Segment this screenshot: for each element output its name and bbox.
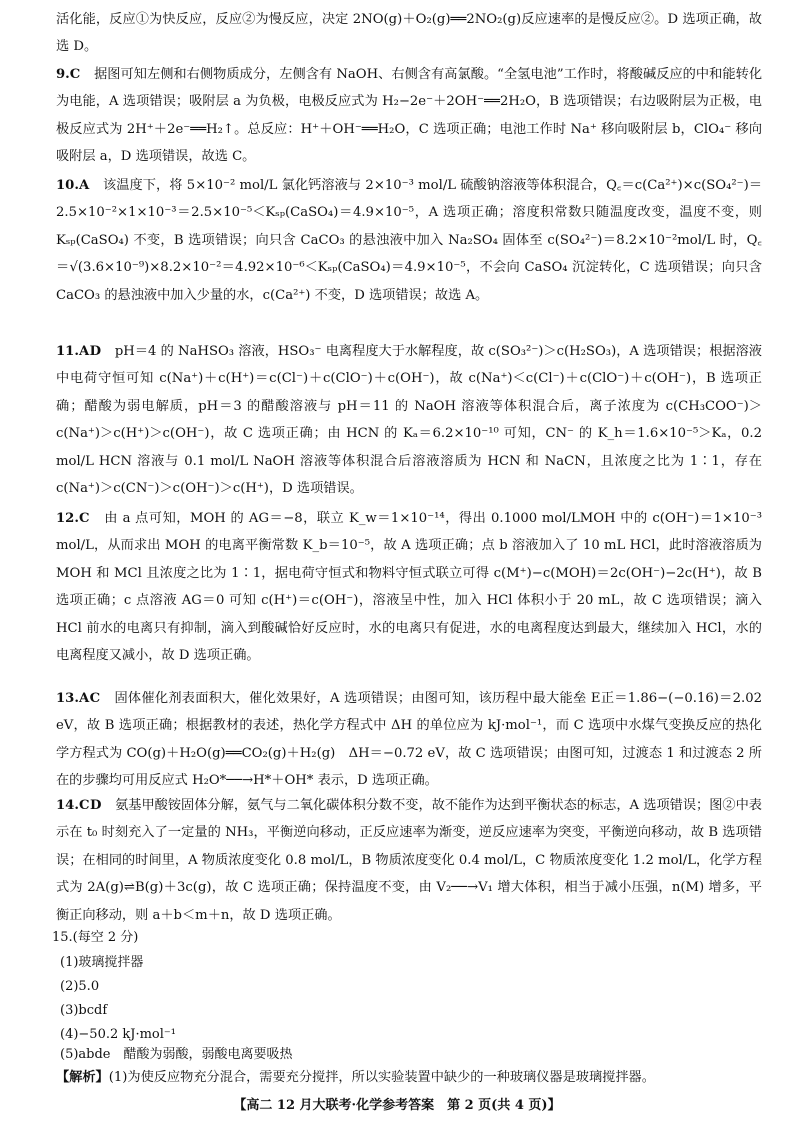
item-text: 固体催化剂表面积大，催化效果好，A 选项错误；由图可知，该历程中最大能垒 E正＝1.86−(−0.16)＝2.02 eV，故 B 选项正确；根据教材的表述，热化学方程式中 ΔH 的单位应为 kJ·mol⁻¹，而 C 选项中水煤气变换反应的热化学方程式为 CO(g)＋H₂O(g)══CO₂(g)＋H₂(g) ΔH＝−0.72 eV，故 C 选项错误；由图可知，过渡态 1 和过渡态 2 所在的步骤均可用反应式 H₂O*──→H*＋OH* 表示，D 选项正确。 <box>56 691 763 789</box>
item-text: 该温度下，将 5×10⁻² mol/L 氯化钙溶液与 2×10⁻³ mol/L 硫酸钠溶液等体积混合，Q꜀＝c(Ca²⁺)×c(SO₄²⁻)＝2.5×10⁻²×1×10⁻³＝2.5×10⁻⁵＜Kₛₚ(CaSO₄)＝4.9×10⁻⁵，A 选项正确；溶度积常数只随温度改变，温度不变，则 Kₛₚ(CaSO₄) 不变，B 选项错误；向只含 CaCO₃ 的悬浊液中加入 Na₂SO₄ 固体至 c(SO₄²⁻)＝8.2×10⁻²mol/L 时，Q꜀＝√(3.6×10⁻⁹)×8.2×10⁻²＝4.92×10⁻⁶＜Kₛₚ(CaSO₄)＝4.9×10⁻⁵，不会向 CaSO₄ 沉淀转化，C 选项错误；向只含 CaCO₃ 的悬浊液中加入少量的水，c(Ca²⁺) 不变，D 选项错误；故选 A。 <box>56 178 763 303</box>
item-text: 据图可知左侧和右侧物质成分，左侧含有 NaOH、右侧含有高氯酸。“全氢电池”工作时，将酸碱反应的中和能转化为电能，A 选项错误；吸附层 a 为负极，电极反应式为 H₂−2e⁻＋2OH⁻══2H₂O，B 选项错误；右边吸附层为正极，电极反应式为 2H⁺＋2e⁻══H₂↑。总反应：H⁺＋OH⁻══H₂O，C 选项正确；电池工作时 Na⁺ 移向吸附层 b，ClO₄⁻ 移向吸附层 a，D 选项错误，故选 C。 <box>56 67 763 165</box>
item-13 <box>56 685 762 795</box>
q15-answer-2: (2)5.0 <box>60 979 100 994</box>
item-number: 13. <box>56 691 79 706</box>
intro-text: 活化能，反应①为快反应，反应②为慢反应，决定 2NO(g)＋O₂(g)══2NO₂(g)反应速率的是慢反应②。D 选项正确，故选 D。 <box>56 12 762 55</box>
item-10 <box>56 172 762 309</box>
item-number: 10. <box>56 178 79 193</box>
item-11 <box>56 338 762 502</box>
item-answer: AD <box>78 344 102 359</box>
item-number: 12. <box>56 511 79 526</box>
q15-answer-5: (5)abde 醋酸为弱酸，弱酸电离要吸热 <box>60 1047 293 1062</box>
analysis-text: (1)为使反应物充分混合，需要充分搅拌，所以实验装置中缺少的一种玻璃仪器是玻璃搅拌器。 <box>108 1070 655 1085</box>
item-12 <box>56 505 762 669</box>
item-answer: CD <box>78 798 102 813</box>
item-number: 14. <box>56 798 79 813</box>
q15-answer-3: (3)bcdf <box>60 1003 108 1018</box>
item-answer: AC <box>78 691 101 706</box>
item-answer: C <box>78 511 90 526</box>
q15-analysis <box>56 1066 772 1090</box>
intro-paragraph <box>56 6 762 61</box>
q15-answer-1: (1)玻璃搅拌器 <box>60 955 144 970</box>
item-text: pH＝4 的 NaHSO₃ 溶液，HSO₃⁻ 电离程度大于水解程度，故 c(SO₃²⁻)＞c(H₂SO₃)，A 选项错误；根据溶液中电荷守恒可知 c(Na⁺)＋c(H⁺)＝c(Cl⁻)＋c(ClO⁻)＋c(OH⁻)，故 c(Na⁺)＜c(Cl⁻)＋c(ClO⁻)＋c(OH⁻)，B 选项正确；醋酸为弱电解质，pH＝3 的醋酸溶液与 pH＝11 的 NaOH 溶液等体积混合后，离子浓度为 c(CH₃COO⁻)＞c(Na⁺)＞c(H⁺)＞c(OH⁻)，故 C 选项正确；由 HCN 的 Kₐ＝6.2×10⁻¹⁰ 可知，CN⁻ 的 K_h＝1.6×10⁻⁵＞Kₐ，0.2 mol/L HCN 溶液与 0.1 mol/L NaOH 溶液等体积混合后溶液溶质为 HCN 和 NaCN，且浓度之比为 1∶1，存在 c(Na⁺)＞c(CN⁻)＞c(OH⁻)＞c(H⁺)，D 选项错误。 <box>56 344 762 497</box>
item-14 <box>56 792 762 929</box>
item-number: 11. <box>56 344 79 359</box>
q15-heading: 15.(每空 2 分) <box>52 930 139 945</box>
item-number: 9. <box>56 67 70 82</box>
item-text: 由 a 点可知，MOH 的 AG＝−8，联立 K_w＝1×10⁻¹⁴，得出 0.1000 mol/LMOH 中的 c(OH⁻)＝1×10⁻³ mol/L，从而求出 MOH 的电离平衡常数 K_b＝10⁻⁵，故 A 选项正确；点 b 溶液加入了 10 mL HCl，此时溶液溶质为 MOH 和 MCl 且浓度之比为 1∶1，据电荷守恒式和物料守恒式联立可得 c(M⁺)−c(MOH)＝2c(OH⁻)−2c(H⁺)，故 B 选项正确；c 点溶液 AG＝0 可知 c(H⁺)＝c(OH⁻)，溶液呈中性，加入 HCl 体积小于 20 mL，故 C 选项错误；滴入 HCl 前水的电离只有抑制，滴入到酸碱恰好反应时，水的电离只有促进，水的电离程度达到最大，继续加入 HCl，水的电离程度又减小，故 D 选项正确。 <box>56 511 763 664</box>
q15-answer-4: (4)−50.2 kJ·mol⁻¹ <box>60 1027 176 1042</box>
item-answer: A <box>78 178 90 193</box>
item-answer: C <box>69 67 81 82</box>
item-9 <box>56 61 762 171</box>
analysis-label: 【解析】 <box>56 1070 109 1085</box>
item-text: 氨基甲酸铵固体分解，氨气与二氧化碳体积分数不变，故不能作为达到平衡状态的标志，A 选项错误；图②中表示在 t₀ 时刻充入了一定量的 NH₃，平衡逆向移动，正反应速率为渐变，逆反应速率为突变，平衡逆向移动，故 B 选项错误；在相同的时间里，A 物质浓度变化 0.8 mol/L，B 物质浓度变化 0.4 mol/L，C 物质浓度变化 1.2 mol/L，化学方程式为 2A(g)⇌B(g)＋3c(g)，故 C 选项正确；保持温度不变，由 V₂──→V₁ 增大体积，相当于减小压强，n(M) 增多，平衡正向移动，则 a＋b＜m＋n，故 D 选项正确。 <box>56 798 762 923</box>
page-footer: 【高二 12 月大联考·化学参考答案 第 2 页(共 4 页)】 <box>233 1098 561 1113</box>
